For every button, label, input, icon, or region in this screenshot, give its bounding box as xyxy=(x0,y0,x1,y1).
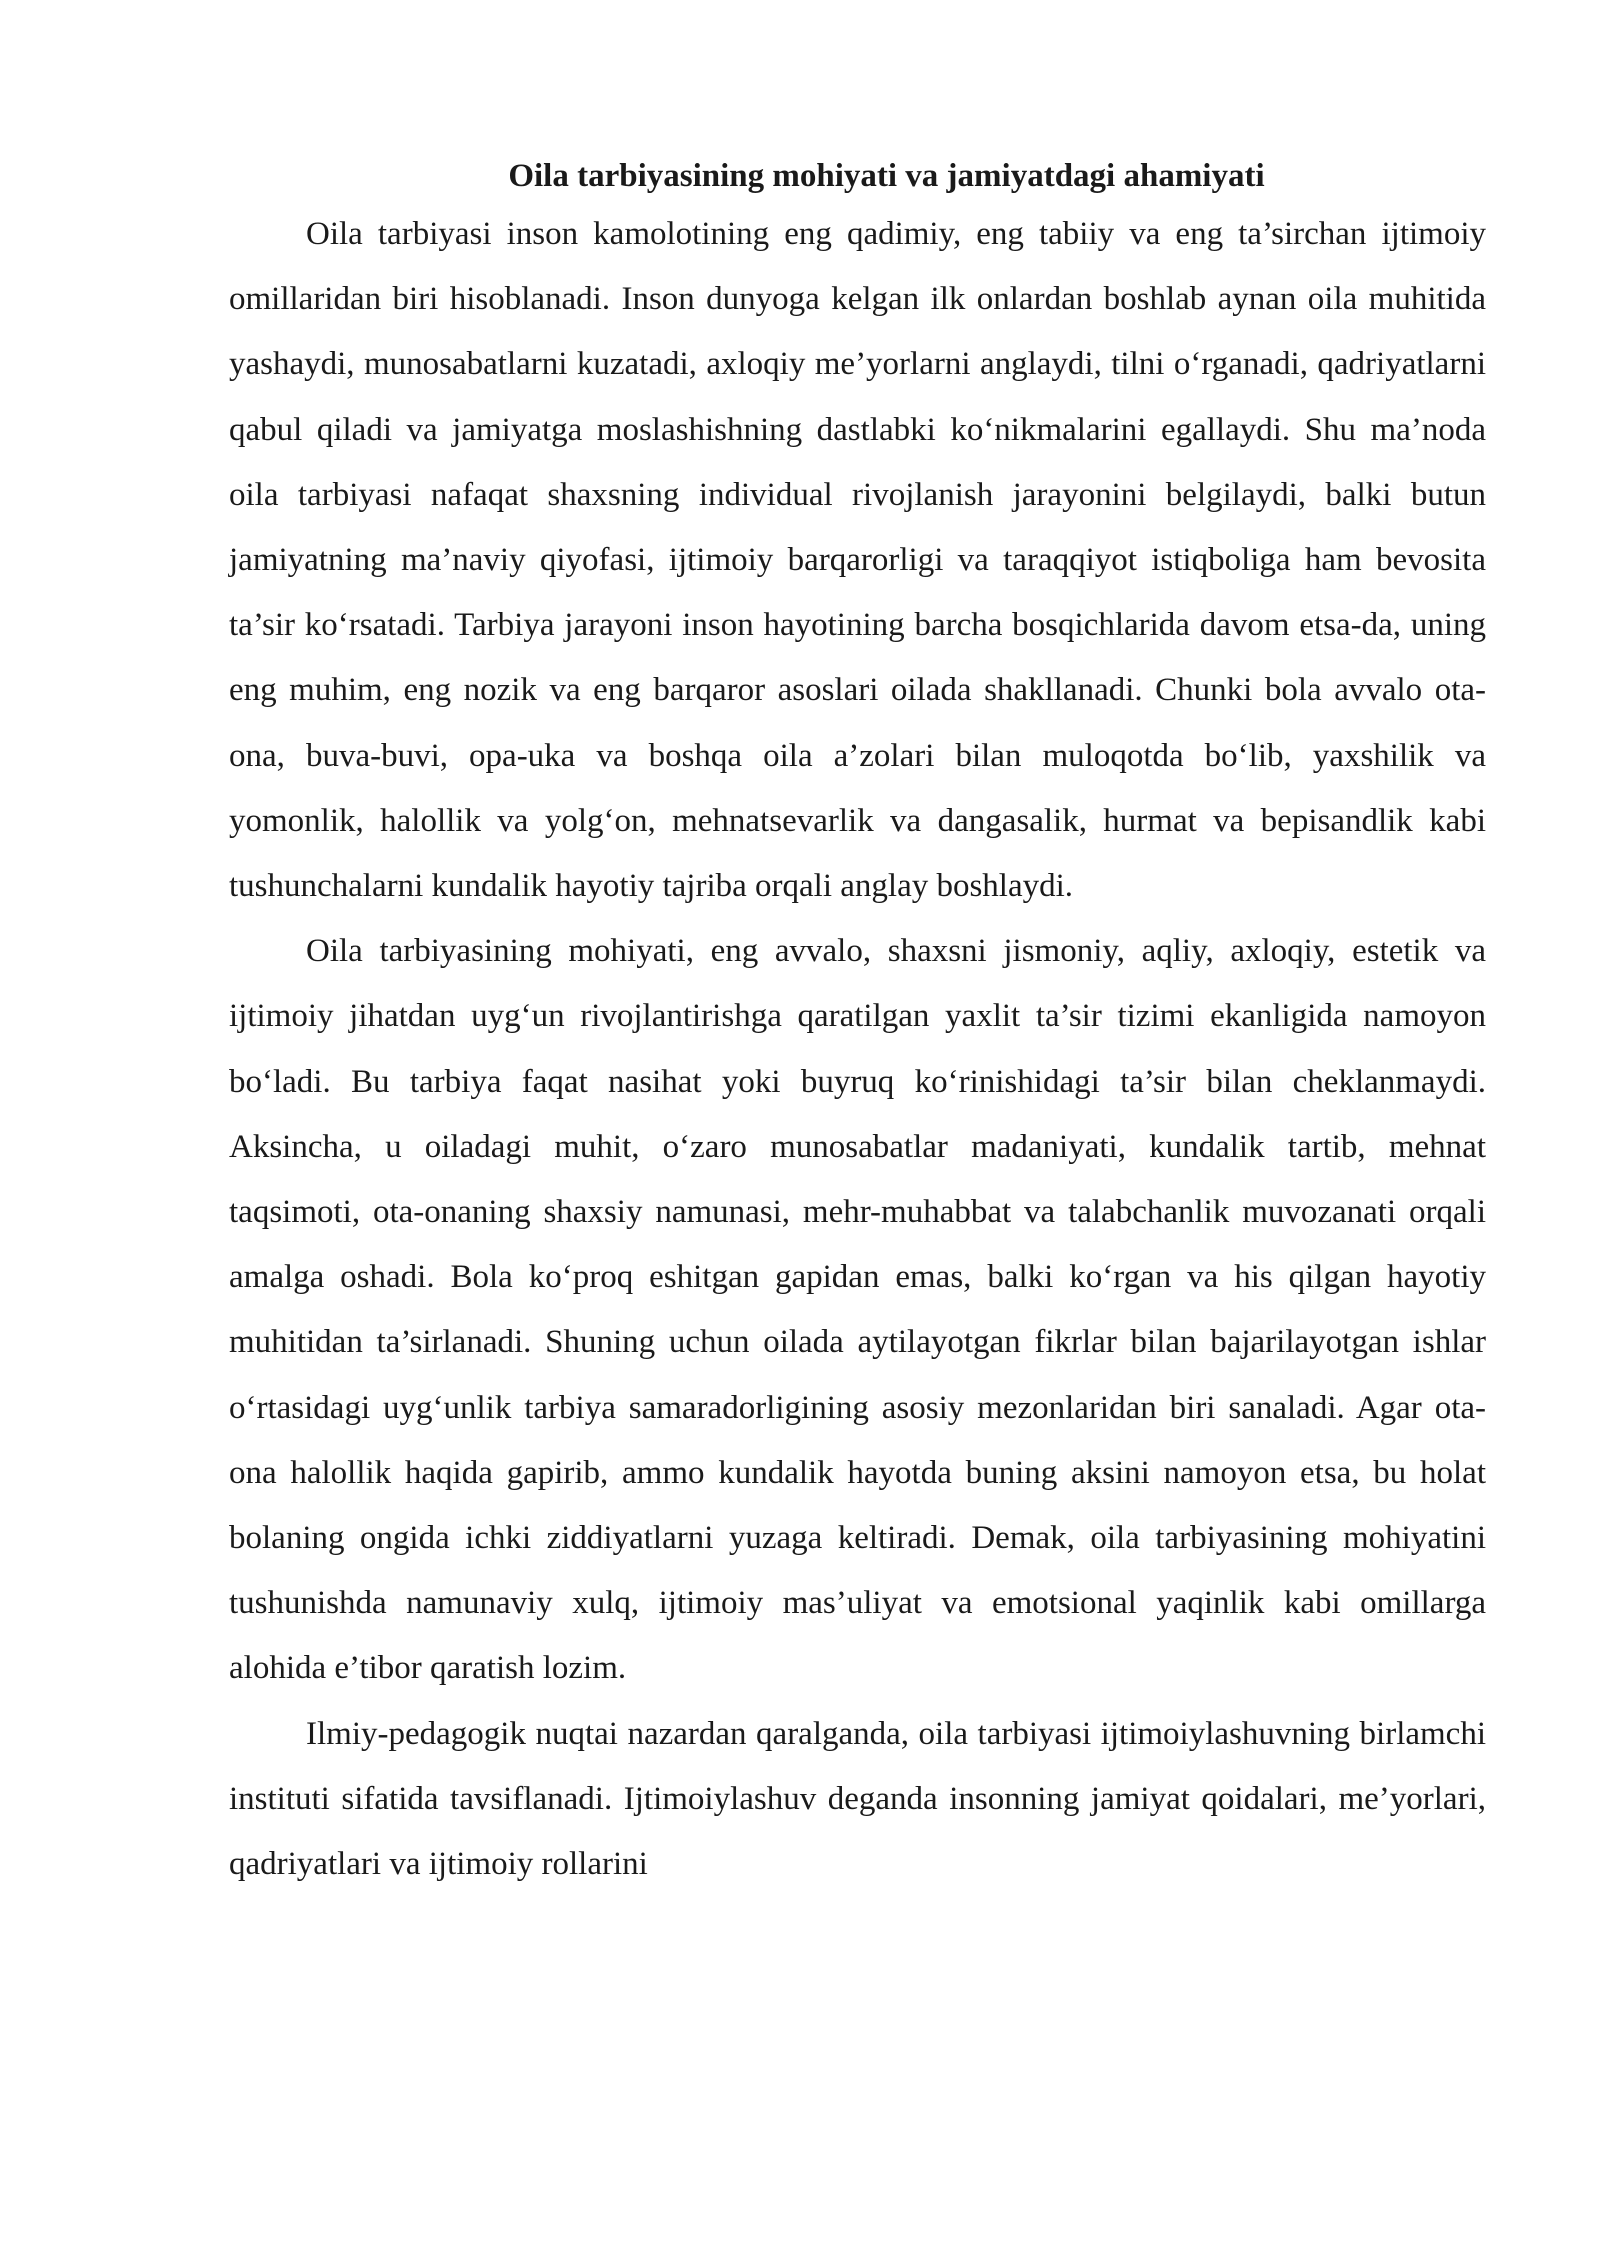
paragraph: Ilmiy-pedagogik nuqtai nazardan qaralganda, oila tarbiyasi ijtimoiylashuvning birlamchi instituti sifatida tavsiflanadi. Ijtimoiylashuv deganda insonning jamiyat qoidalari, me’yorlari, qadriyatlari va ijtimoiy rollarini xyxy=(229,1715,1486,1883)
paragraph: Oila tarbiyasi inson kamolotining eng qadimiy, eng tabiiy va eng ta’sirchan ijtimoiy omillaridan biri hisoblanadi. Inson dunyoga kelgan ilk onlardan boshlab aynan oila muhitida yashaydi, munosabatlarni kuzatadi, axloqiy me’yorlarni anglaydi, tilni o‘rganadi, qadriyatlarni qabul qiladi va jamiyatga moslashishning dastlabki ko‘nikmalarini egallaydi. Shu ma’noda oila tarbiyasi nafaqat shaxsning individual rivojlanish jarayonini belgilaydi, balki butun jamiyatning ma’naviy qiyofasi, ijtimoiy barqarorligi va taraqqiyot istiqboliga ham bevosita ta’sir ko‘rsatadi. Tarbiya jarayoni inson hayotining barcha bosqichlarida davom etsa-da, uning eng muhim, eng nozik va eng barqaror asoslari oilada shakllanadi. Chunki bola avvalo ota-ona, buva-buvi, opa-uka va boshqa oila a’zolari bilan muloqotda bo‘lib, yaxshilik va yomonlik, halollik va yolg‘on, mehnatsevarlik va dangasalik, hurmat va bepisandlik kabi tushunchalarni kundalik hayotiy tajriba orqali anglay boshlaydi. xyxy=(229,216,1486,905)
paragraph: Oila tarbiyasining mohiyati, eng avvalo, shaxsni jismoniy, aqliy, axloqiy, estetik va ijtimoiy jihatdan uyg‘un rivojlantirishga qaratilgan yaxlit ta’sir tizimi ekanligida namoyon bo‘ladi. Bu tarbiya faqat nasihat yoki buyruq ko‘rinishidagi ta’sir bilan cheklanmaydi. Aksincha, u oiladagi muhit, o‘zaro munosabatlar madaniyati, kundalik tartib, mehnat taqsimoti, ota-onaning shaxsiy namunasi, mehr-muhabbat va talabchanlik muvozanati orqali amalga oshadi. Bola ko‘proq eshitgan gapidan emas, balki ko‘rgan va his qilgan hayotiy muhitidan ta’sirlanadi. Shuning uchun oilada aytilayotgan fikrlar bilan bajarilayotgan ishlar o‘rtasidagi uyg‘unlik tarbiya samaradorligining asosiy mezonlaridan biri sanaladi. Agar ota-ona halollik haqida gapirib, ammo kundalik hayotda buning aksini namoyon etsa, bu holat bolaning ongida ichki ziddiyatlarni yuzaga keltiradi. Demak, oila tarbiyasining mohiyatini tushunishda namunaviy xulq, ijtimoiy mas’uliyat va emotsional yaqinlik kabi omillarga alohida e’tibor qaratish lozim. xyxy=(229,933,1486,1687)
document-title: Oila tarbiyasining mohiyati va jamiyatdagi ahamiyati xyxy=(508,158,1265,194)
document-body xyxy=(229,150,1486,1897)
